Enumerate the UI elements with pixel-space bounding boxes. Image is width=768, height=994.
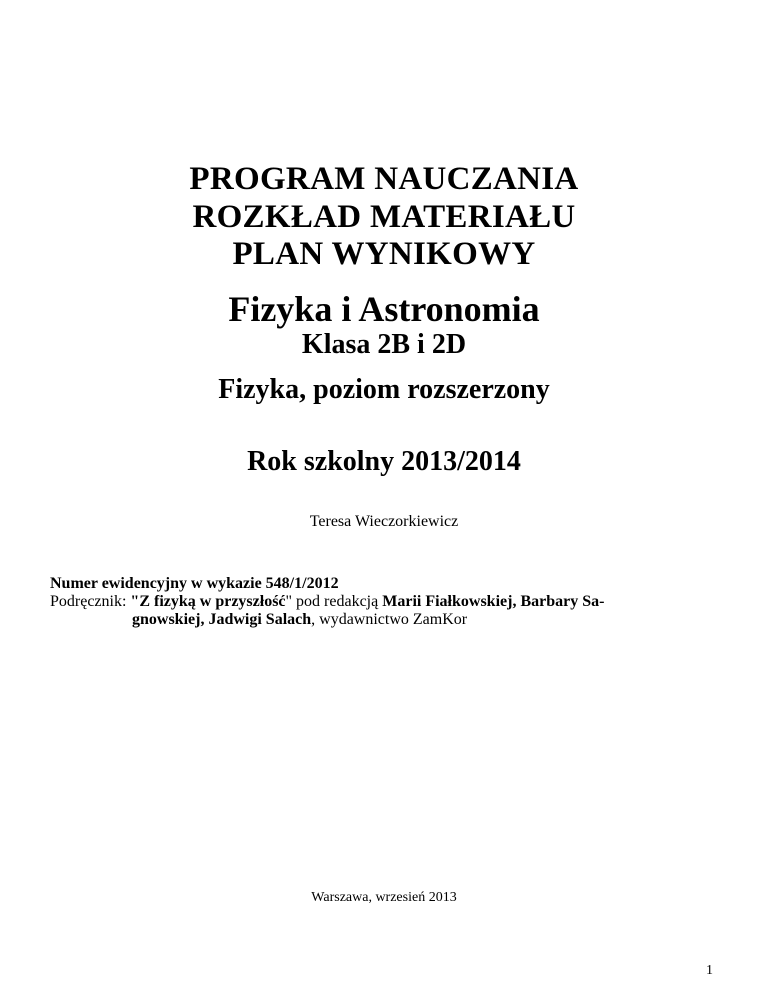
textbook-editor-prefix: pod redakcją (292, 593, 383, 610)
author-name: Teresa Wieczorkiewicz (309, 513, 459, 530)
page-number: 1 (706, 963, 713, 978)
textbook-line-1 (50, 593, 604, 611)
textbook-editors-line2: gnowskiej, Jadwigi Salach (132, 611, 312, 628)
textbook-label: Podręcznik: (50, 593, 131, 610)
textbook-editors-line1: Marii Fiałkowskiej, Barbary Sa- (382, 593, 605, 610)
title-line-plan: PLAN WYNIKOWY (232, 236, 536, 272)
classes-heading: Klasa 2B i 2D (301, 329, 467, 360)
place-and-date: Warszawa, wrzesień 2013 (311, 890, 457, 905)
textbook-quote-open: " (130, 593, 140, 610)
textbook-line-2 (132, 611, 467, 629)
textbook-publisher: , wydawnictwo ZamKor (311, 611, 468, 628)
title-line-program: PROGRAM NAUCZANIA (189, 161, 579, 197)
subject-heading: Fizyka i Astronomia (228, 289, 540, 329)
textbook-quote-close: " (285, 593, 293, 610)
school-year-heading: Rok szkolny 2013/2014 (247, 446, 521, 477)
textbook-title: Z fizyką w przyszłość (139, 593, 286, 610)
level-heading: Fizyka, poziom rozszerzony (218, 374, 550, 405)
registry-number: Numer ewidencyjny w wykazie 548/1/2012 (50, 575, 339, 592)
title-line-rozklad: ROZKŁAD MATERIAŁU (192, 199, 576, 235)
